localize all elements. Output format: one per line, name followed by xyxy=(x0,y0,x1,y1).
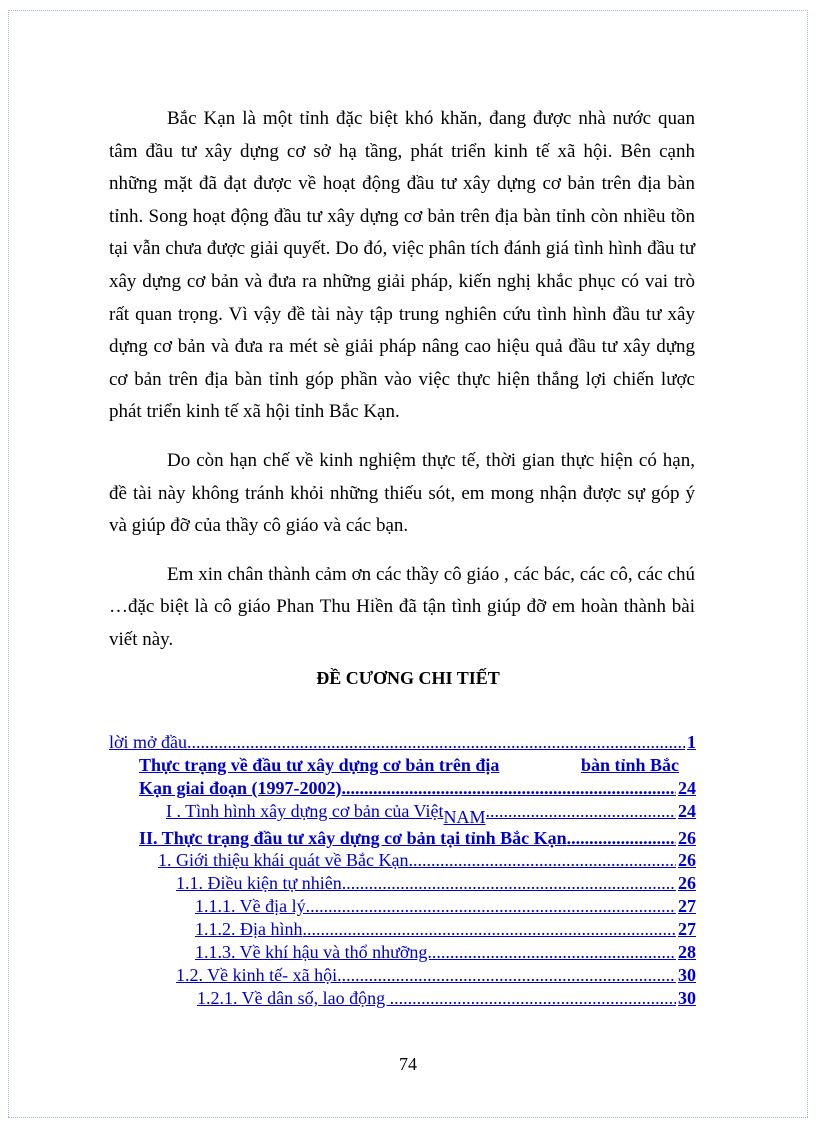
paragraph-intro: Bắc Kạn là một tỉnh đặc biệt khó khăn, đang được nhà nước quan tâm đầu tư xây dựng cơ sở hạ tầng, phát triển kinh tế xã hội. Bên cạnh những mặt đã đạt được về hoạt động đầu tư xây dựng cơ bản trên địa bàn tỉnh. Song hoạt động đầu tư xây dựng cơ bản trên địa bàn tỉnh còn nhiều tồn tại vẫn chưa được giải quyết. Do đó, việc phân tích đánh giá tình hình đầu tư xây dựng cơ bản và đưa ra những giải pháp, kiến nghị khắc phục có vai trò rất quan trọng. Vì vậy đề tài này tập trung nghiên cứu tình hình đầu tư xây dựng cơ bản và đưa ra mét sè giải pháp nâng cao hiệu quả đầu tư xây dựng cơ bản trên địa bàn tỉnh góp phần vào việc thực hiện thắng lợi chiến lược phát triển kinh tế xã hội tỉnh Bắc Kạn. xyxy=(109,108,695,423)
toc-page: 1 xyxy=(687,732,696,752)
toc-page: 28 xyxy=(678,942,696,962)
toc-entry-dan-so[interactable] xyxy=(197,988,696,1010)
toc-page: 26 xyxy=(678,873,696,893)
page-border-left xyxy=(8,10,9,1117)
toc-leader xyxy=(486,801,677,822)
body-text xyxy=(109,103,695,657)
toc-label-nam: NAM xyxy=(443,807,486,827)
toc-label-continuation: bàn tỉnh Bắc xyxy=(580,755,679,775)
toc-entry-thuc-trang-line2[interactable] xyxy=(139,778,696,800)
toc-page: 27 xyxy=(678,919,696,939)
toc-page: 26 xyxy=(678,828,696,848)
outline-heading: ĐỀ CƯƠNG CHI TIẾT xyxy=(316,668,500,688)
toc-leader xyxy=(342,778,676,799)
toc-leader xyxy=(394,988,676,1009)
toc-label: 1.2. Về kinh tế- xã hội. xyxy=(176,965,342,985)
toc-page: 30 xyxy=(678,965,696,985)
toc-entry-loi-mo-dau[interactable] xyxy=(109,732,696,754)
toc-entry-dieu-kien-tu-nhien[interactable] xyxy=(176,873,696,895)
page-border-bottom xyxy=(8,1117,808,1118)
toc-leader xyxy=(303,919,677,940)
toc-leader xyxy=(310,896,676,917)
toc-page: 24 xyxy=(678,801,696,821)
toc-label: 1.1.1. Về địa lý. xyxy=(195,896,311,916)
page-number: 74 xyxy=(399,1054,417,1074)
paragraph-thanks: Em xin chân thành cảm ơn các thầy cô giáo , các bác, các cô, các chú …đặc biệt là cô giáo Phan Thu Hiền đã tận tình giúp đỡ em hoàn thành bài viết này. xyxy=(109,563,695,650)
toc-entry-khi-hau[interactable] xyxy=(195,942,696,964)
toc-label: 1. Giới thiệu khái quát về Bắc Kạn. xyxy=(158,850,413,870)
toc-entry-gioi-thieu[interactable] xyxy=(158,850,696,872)
toc-entry-kinh-te-xa-hoi[interactable] xyxy=(176,965,696,987)
toc-leader xyxy=(567,828,676,849)
toc-label: 1.1. Điều kiện tự nhiên. xyxy=(176,873,347,893)
toc-entry-section-ii[interactable] xyxy=(139,828,696,850)
toc-page: 26 xyxy=(678,850,696,870)
toc-page: 27 xyxy=(678,896,696,916)
toc-page: 24 xyxy=(678,778,696,798)
page-border-top xyxy=(8,10,808,11)
toc-entry-thuc-trang-line1[interactable] xyxy=(139,755,679,777)
toc-leader xyxy=(413,850,676,871)
toc-leader xyxy=(342,965,676,986)
toc-leader xyxy=(187,732,685,753)
toc-page: 30 xyxy=(678,988,696,1008)
toc-label: lời mở đầu xyxy=(109,732,188,752)
toc-leader xyxy=(432,942,676,963)
toc-entry-dia-ly[interactable] xyxy=(195,896,696,918)
toc-label: Kạn giai đoạn (1997-2002) xyxy=(139,778,342,798)
page-border-right xyxy=(807,10,808,1117)
toc-label: II. Thực trạng đầu tư xây dựng cơ bản tại tỉnh Bắc Kạn xyxy=(139,828,567,848)
toc-label: I . Tình hình xây dựng cơ bản của Việt xyxy=(166,801,444,821)
toc-entry-dia-hinh[interactable] xyxy=(195,919,696,941)
toc-leader xyxy=(346,873,676,894)
toc-label: 1.2.1. Về dân số, lao động . xyxy=(197,988,395,1008)
toc-label: 1.1.2. Địa hình xyxy=(195,919,303,939)
toc-entry-tinh-hinh-viet-nam[interactable] xyxy=(166,801,696,827)
toc-label: Thực trạng về đầu tư xây dựng cơ bản trên địa xyxy=(139,755,500,775)
paragraph-limitations: Do còn hạn chế về kinh nghiệm thực tế, thời gian thực hiện có hạn, đề tài này không tránh khỏi những thiếu sót, em mong nhận được sự góp ý và giúp đỡ của thầy cô giáo và các bạn. xyxy=(109,449,695,537)
toc-label: 1.1.3. Về khí hậu và thổ nhưỡng. xyxy=(195,942,432,962)
